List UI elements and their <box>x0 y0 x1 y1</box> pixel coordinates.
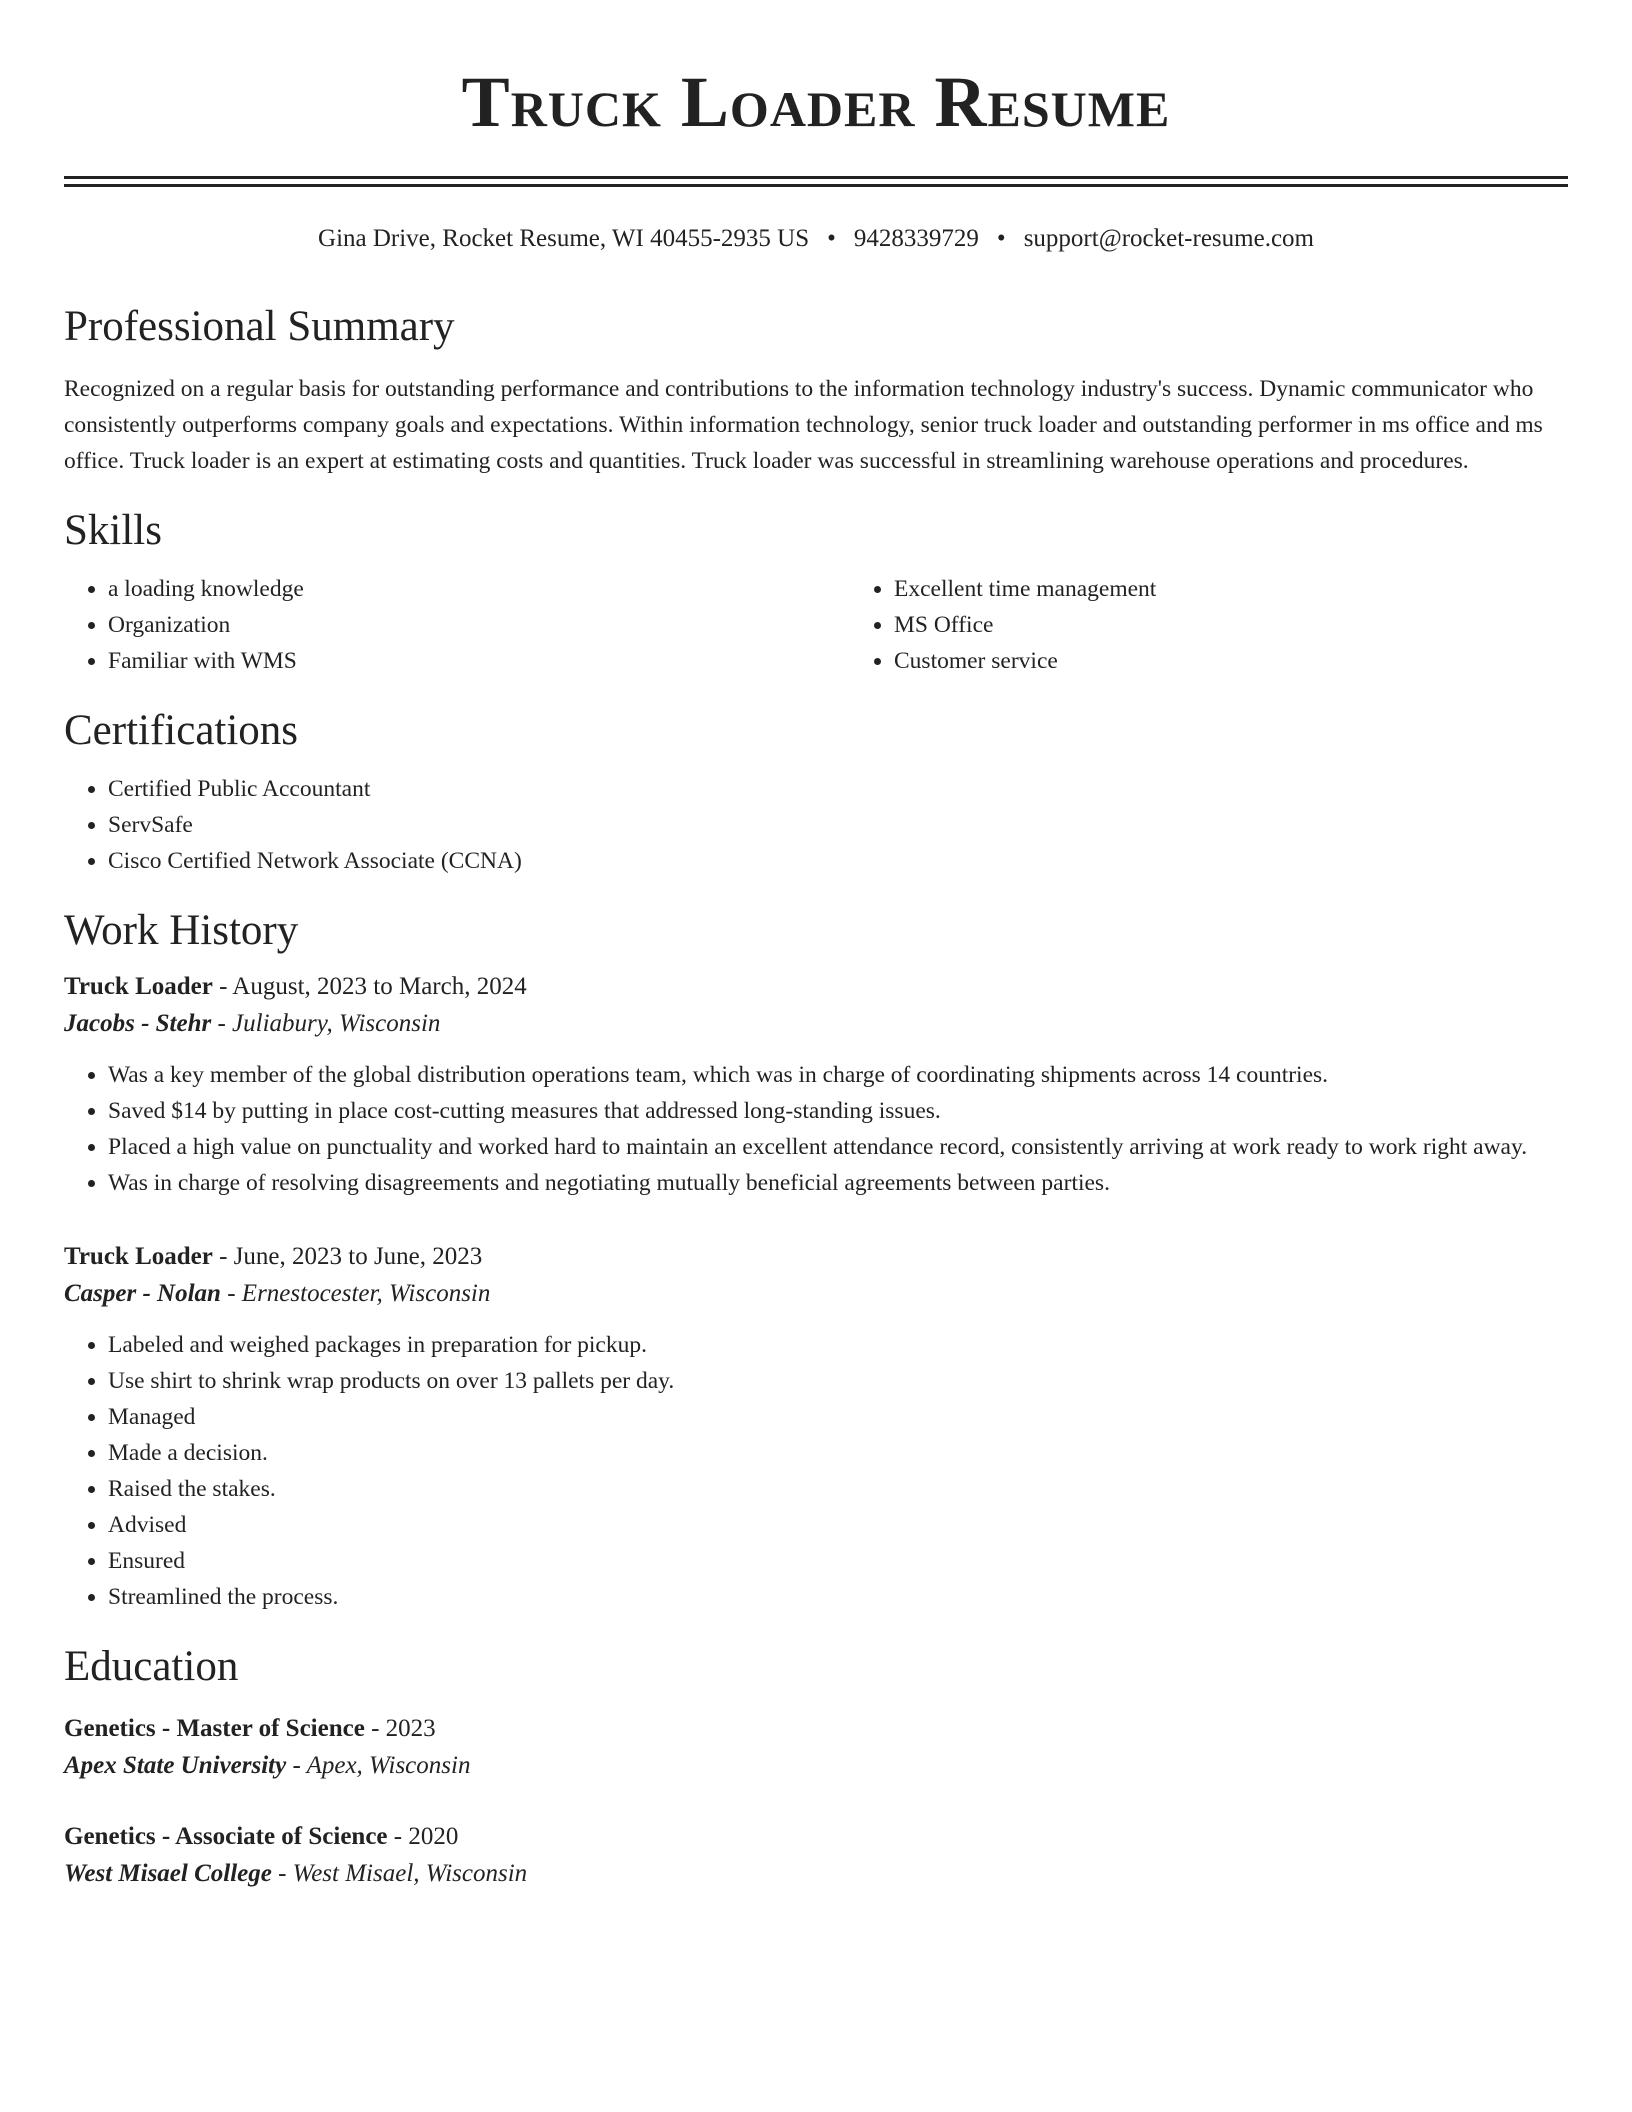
skills-heading: Skills <box>64 507 162 554</box>
education-school: Apex State University <box>64 1752 287 1779</box>
job-location: - Juliabury, Wisconsin <box>211 1010 441 1037</box>
education-section <box>64 1641 1568 1893</box>
education-heading: Education <box>64 1643 239 1690</box>
title-divider <box>64 176 1568 187</box>
summary-text: Recognized on a regular basis for outstanding performance and contributions to the information technology industry's success. Dynamic communicator who consistently outperforms company goals and expectations. Within information technology, senior truck loader and outstanding performer in ms office and ms office. Truck loader is an expert at estimating costs and quantities. Truck loader was successful in streamlining warehouse operations and procedures. <box>64 376 1543 474</box>
education-entry <box>64 1711 1568 1785</box>
job-location: - Ernestocester, Wisconsin <box>220 1280 491 1307</box>
job-bullet: • Was in charge of resolving disagreements and negotiating mutually beneficial agreements between parties. <box>108 1165 1568 1201</box>
skill-item: • Familiar with WMS <box>108 643 850 679</box>
skill-item: • Customer service <box>894 643 1156 679</box>
contact-line <box>64 223 1568 255</box>
job-entry <box>64 1239 1568 1615</box>
certification-item: • Certified Public Accountant <box>108 771 1568 807</box>
education-institution <box>64 1855 1568 1893</box>
skills-list-left <box>64 571 850 679</box>
education-header <box>64 1711 1568 1747</box>
education-degree: Genetics - Associate of Science <box>64 1823 388 1850</box>
education-header <box>64 1819 1568 1855</box>
skill-item: • Organization <box>108 607 850 643</box>
skill-item: • Excellent time management <box>894 571 1156 607</box>
education-location: - West Misael, Wisconsin <box>271 1860 528 1887</box>
work-history-section <box>64 905 1568 1615</box>
contact-separator: • <box>827 225 836 252</box>
education-degree: Genetics - Master of Science <box>64 1715 365 1742</box>
job-bullet: • Managed <box>108 1399 1568 1435</box>
job-bullets <box>64 1057 1568 1201</box>
job-title: Truck Loader <box>64 1243 213 1270</box>
education-school: West Misael College <box>64 1860 272 1887</box>
certification-item: • ServSafe <box>108 807 1568 843</box>
certifications-list <box>64 771 1568 879</box>
education-year: - 2023 <box>364 1715 436 1742</box>
summary-section <box>64 301 1568 479</box>
contact-email: support@rocket-resume.com <box>1023 225 1314 252</box>
contact-address: Gina Drive, Rocket Resume, WI 40455-2935 US <box>318 225 810 252</box>
job-bullet: • Was a key member of the global distribution operations team, which was in charge of coordinating shipments across 14 countries. <box>108 1057 1568 1093</box>
job-company: Jacobs - Stehr <box>64 1010 212 1037</box>
work-history-heading: Work History <box>64 907 299 954</box>
job-employer <box>64 1275 1568 1313</box>
job-header <box>64 969 1568 1005</box>
job-bullet: • Advised <box>108 1507 1568 1543</box>
skill-item: • MS Office <box>894 607 1156 643</box>
job-bullet: • Made a decision. <box>108 1435 1568 1471</box>
job-bullet: • Placed a high value on punctuality and worked hard to maintain an excellent attendance record, consistently arriving at work ready to work right away. <box>108 1129 1568 1165</box>
contact-separator: • <box>996 225 1006 252</box>
job-bullet: • Use shirt to shrink wrap products on over 13 pallets per day. <box>108 1363 1568 1399</box>
job-bullet: • Labeled and weighed packages in preparation for pickup. <box>108 1327 1568 1363</box>
summary-heading: Professional Summary <box>64 303 455 350</box>
skill-item: • a loading knowledge <box>108 571 850 607</box>
skills-list-right <box>850 571 1156 679</box>
job-title: Truck Loader <box>64 973 213 1000</box>
certification-item: • Cisco Certified Network Associate (CCNA) <box>108 843 1568 879</box>
job-company: Casper - Nolan <box>64 1280 221 1307</box>
job-bullet: • Raised the stakes. <box>108 1471 1568 1507</box>
skills-section <box>64 505 1568 679</box>
job-header <box>64 1239 1568 1275</box>
job-entry <box>64 969 1568 1201</box>
job-bullet: • Saved $14 by putting in place cost-cutting measures that addressed long-standing issues. <box>108 1093 1568 1129</box>
education-entry <box>64 1819 1568 1893</box>
education-institution <box>64 1747 1568 1785</box>
job-dates: - June, 2023 to June, 2023 <box>212 1243 483 1270</box>
skills-columns <box>64 571 1568 679</box>
education-year: - 2020 <box>387 1823 459 1850</box>
certifications-section <box>64 705 1568 879</box>
job-bullet: • Ensured <box>108 1543 1568 1579</box>
certifications-heading: Certifications <box>64 707 299 754</box>
resume-title: Truck Loader Resume <box>461 62 1171 142</box>
job-dates: - August, 2023 to March, 2024 <box>212 973 527 1000</box>
contact-phone: 9428339729 <box>853 225 979 252</box>
education-location: - Apex, Wisconsin <box>286 1752 471 1779</box>
job-bullets <box>64 1327 1568 1615</box>
job-employer <box>64 1005 1568 1043</box>
job-bullet: • Streamlined the process. <box>108 1579 1568 1615</box>
